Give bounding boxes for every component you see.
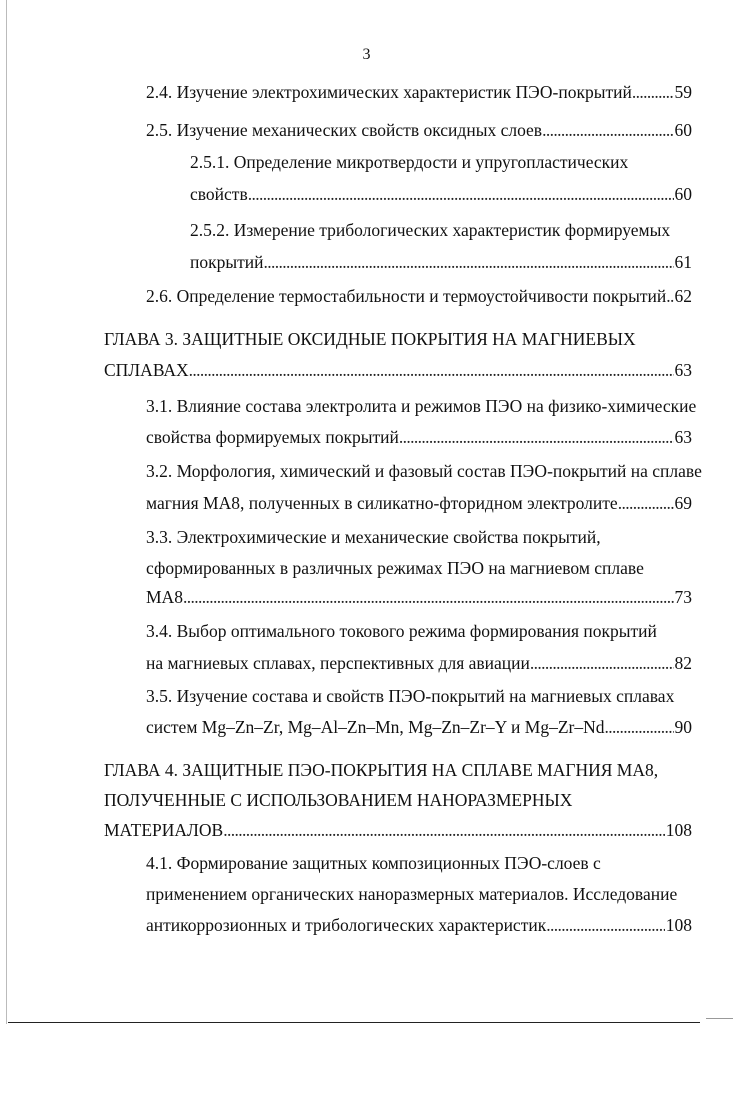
toc-entry-title: на магниевых сплавах, перспективных для авиации	[146, 653, 530, 673]
toc-entry-title-line: ПОЛУЧЕННЫЕ С ИСПОЛЬЗОВАНИЕМ НАНОРАЗМЕРНЫХ	[104, 790, 573, 810]
toc-page-number: 73	[674, 587, 692, 607]
toc-entry-title-line: 3.1. Влияние состава электролита и режимов ПЭО на физико-химические	[146, 396, 697, 416]
toc-entry-title-line: ГЛАВА 3. ЗАЩИТНЫЕ ОКСИДНЫЕ ПОКРЫТИЯ НА МАГНИЕВЫХ	[104, 329, 636, 349]
toc-entry-title-line: 3.4. Выбор оптимального токового режима формирования покрытий	[146, 621, 657, 641]
toc-entry	[146, 651, 692, 675]
toc-page-number: 63	[674, 427, 692, 447]
toc-leader-dots	[618, 491, 674, 515]
toc-entry-title: 2.5. Изучение механических свойств оксидных слоев	[146, 120, 543, 140]
toc-leader-dots	[546, 913, 665, 937]
toc-entry-title-line: 3.5. Изучение состава и свойств ПЭО-покрытий на магниевых сплавах	[146, 686, 675, 706]
toc-entry-title-line: 2.5.2. Измерение трибологических характеристик формируемых	[190, 220, 671, 240]
toc-entry-title: 2.4. Изучение электрохимических характеристик ПЭО-покрытий	[146, 82, 632, 102]
toc-page-number: 108	[665, 915, 692, 935]
toc-leader-dots	[223, 818, 665, 842]
toc-entry	[190, 182, 692, 206]
toc-page-number: 108	[665, 820, 692, 840]
toc-entry-title: свойства формируемых покрытий	[146, 427, 399, 447]
toc-entry	[146, 284, 692, 308]
toc-entry	[146, 118, 692, 142]
toc-entry-title: свойств	[190, 184, 248, 204]
toc-entry-title: МА8	[146, 587, 183, 607]
toc-leader-dots	[183, 585, 674, 609]
toc-entry	[146, 80, 692, 104]
toc-leader-dots	[399, 425, 674, 449]
toc-entry-title: антикоррозионных и трибологических характеристик	[146, 915, 547, 935]
toc-leader-dots	[248, 182, 674, 206]
toc-entry-title-line: ГЛАВА 4. ЗАЩИТНЫЕ ПЭО-ПОКРЫТИЯ НА СПЛАВЕ МАГНИЯ МА8,	[104, 760, 659, 780]
toc-leader-dots	[530, 651, 674, 675]
page-edge-mark	[706, 1018, 733, 1019]
toc-entry	[146, 715, 692, 739]
toc-leader-dots	[666, 284, 673, 308]
page-number: 3	[362, 46, 371, 63]
toc-page-number: 60	[674, 120, 692, 140]
toc-entry	[190, 250, 692, 274]
toc-entry-title: МАТЕРИАЛОВ	[104, 820, 224, 840]
toc-leader-dots	[542, 118, 673, 142]
toc-entry-title: СПЛАВАХ	[104, 360, 189, 380]
toc-leader-dots	[632, 80, 674, 104]
toc-entry-title-line: сформированных в различных режимах ПЭО на магниевом сплаве	[146, 558, 644, 578]
toc-entry-title-line: 2.5.1. Определение микротвердости и упругопластических	[190, 152, 629, 172]
toc-entry	[146, 425, 692, 449]
toc-entry	[146, 491, 692, 515]
toc-page-number: 69	[674, 493, 692, 513]
toc-entry	[146, 913, 692, 937]
toc-page-number: 59	[674, 82, 692, 102]
toc-entry	[146, 585, 692, 609]
toc-entry-title-line: 3.2. Морфология, химический и фазовый состав ПЭО-покрытий на сплаве	[146, 461, 702, 481]
page-left-edge	[6, 0, 7, 1024]
toc-page-number: 82	[674, 653, 692, 673]
toc-leader-dots	[189, 358, 674, 382]
toc-entry-title-line: 4.1. Формирование защитных композиционных ПЭО-слоев с	[146, 853, 601, 873]
toc-entry	[104, 818, 692, 842]
toc-leader-dots	[264, 250, 674, 274]
toc-entry-title: систем Mg–Zn–Zr, Mg–Al–Zn–Mn, Mg–Zn–Zr–Y и Mg–Zr–Nd	[146, 717, 605, 737]
toc-entry-title: магния МА8, полученных в силикатно-фторидном электролите	[146, 493, 618, 513]
toc-leader-dots	[604, 715, 673, 739]
page-bottom-edge	[8, 1022, 700, 1023]
toc-page-number: 63	[674, 360, 692, 380]
toc-entry-title-line: применением органических наноразмерных материалов. Исследование	[146, 884, 678, 904]
toc-page-number: 90	[674, 717, 692, 737]
toc-entry	[104, 358, 692, 382]
toc-entry-title-line: 3.3. Электрохимические и механические свойства покрытий,	[146, 527, 601, 547]
toc-page-number: 60	[674, 184, 692, 204]
toc-entry-title: покрытий	[190, 252, 264, 272]
toc-page-number: 61	[674, 252, 692, 272]
toc-page-number: 62	[674, 286, 692, 306]
toc-entry-title: 2.6. Определение термостабильности и термоустойчивости покрытий	[146, 286, 667, 306]
